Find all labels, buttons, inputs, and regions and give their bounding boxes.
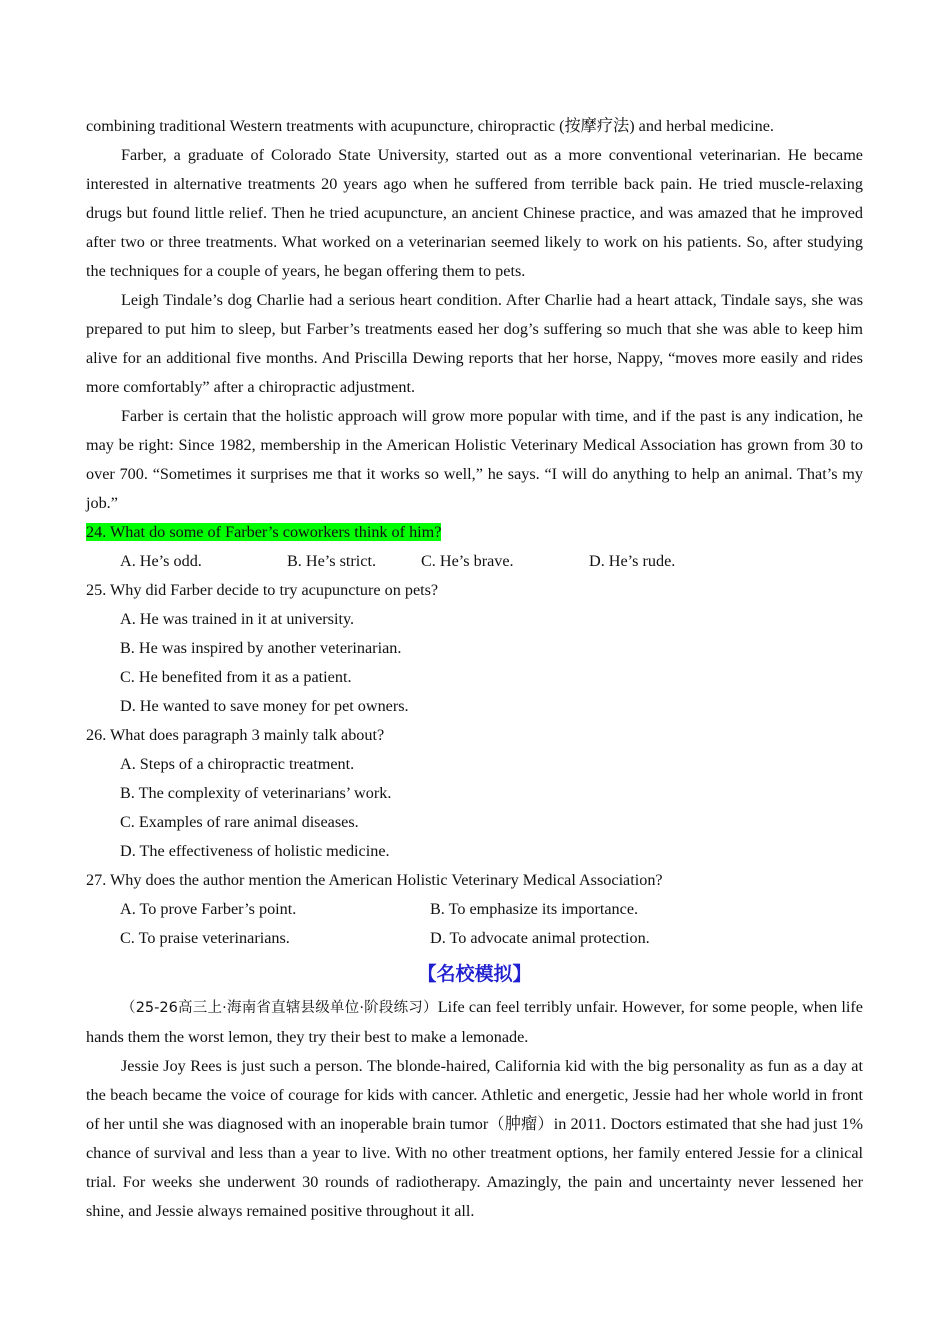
option-d: D. The effectiveness of holistic medicine.: [120, 842, 390, 860]
question-25-stem: 25. Why did Farber decide to try acupuncture on pets?: [86, 581, 439, 599]
passage-b-paragraph-1: [86, 993, 863, 1052]
passage-a-paragraph-3: Farber is certain that the holistic approach will grow more popular with time, and if the past is any indication, he may be right: Since 1982, membership in the American Holistic Veterinary Medical Association has grown from 30 to over 700. “Sometimes it surprises me that it works so well,” he says. “I will do anything to help an animal. That’s my job.”: [86, 407, 863, 512]
option-a: A. He’s odd.: [120, 552, 202, 570]
option-c: C. He benefited from it as a patient.: [120, 668, 352, 686]
question-27-options-row-2: [86, 924, 863, 953]
option-a: A. Steps of a chiropractic treatment.: [120, 755, 355, 773]
option-b: B. He was inspired by another veterinarian.: [120, 639, 402, 657]
option-c: C. He’s brave.: [421, 552, 514, 570]
document-page: [86, 112, 863, 1226]
question-27-stem: 27. Why does the author mention the American Holistic Veterinary Medical Association?: [86, 871, 663, 889]
option-d: D. To advocate animal protection.: [430, 929, 650, 947]
option-a: A. To prove Farber’s point.: [120, 900, 297, 918]
option-d: D. He’s rude.: [589, 552, 676, 570]
question-24-stem: [86, 518, 863, 547]
passage-b-paragraph-2: Jessie Joy Rees is just such a person. The blonde-haired, California kid with the big personality as fun as a day at the beach became the voice of courage for kids with cancer. Athletic and energetic, Jessie had her whole world in front of her until she was diagnosed with an inoperable brain tumor（肿瘤）in 2011. Doctors estimated that she had just 1% chance of survival and less than a year to live. With no other treatment options, her family entered Jessie for a clinical trial. For weeks she underwent 30 rounds of radiotherapy. Amazingly, the pain and uncertainty never lessened her shine, and Jessie always remained positive throughout it all.: [86, 1057, 863, 1220]
option-a: A. He was trained in it at university.: [120, 610, 355, 628]
passage-a-paragraph-1: Farber, a graduate of Colorado State University, started out as a more conventional veterinarian. He became interested in alternative treatments 20 years ago when he suffered from terrible back pain. He tried muscle-relaxing drugs but found little relief. Then he tried acupuncture, an ancient Chinese practice, and was amazed that he improved after two or three treatments. What worked on a veterinarian seemed likely to work on his patients. So, after studying the techniques for a couple of years, he began offering them to pets.: [86, 146, 863, 280]
question-24-options: [86, 547, 863, 576]
option-b: B. The complexity of veterinarians’ work.: [120, 784, 392, 802]
option-c: C. Examples of rare animal diseases.: [120, 813, 359, 831]
question-26-stem: 26. What does paragraph 3 mainly talk about?: [86, 726, 385, 744]
section-title: 【名校模拟】: [417, 963, 532, 985]
passage-b-paragraph-1-text: Life can feel terribly unfair. However, for some people, when life hands them the worst lemon, they try their best to make a lemonade.: [86, 998, 863, 1046]
option-b: B. He’s strict.: [287, 552, 377, 570]
option-c: C. To praise veterinarians.: [120, 929, 290, 947]
highlighted-text: 24. What do some of Farber’s coworkers think of him?: [86, 523, 442, 541]
passage-a-paragraph-0: combining traditional Western treatments with acupuncture, chiropractic (按摩疗法) and herbal medicine.: [86, 117, 774, 135]
source-note: （25-26高三上·海南省直辖县级单位·阶段练习）: [121, 1000, 438, 1016]
passage-a-paragraph-2: Leigh Tindale’s dog Charlie had a serious heart condition. After Charlie had a heart attack, Tindale says, she was prepared to put him to sleep, but Farber’s treatments eased her dog’s suffering so much that she was able to keep him alive for an additional five months. And Priscilla Dewing reports that her horse, Nappy, “moves more easily and rides more comfortably” after a chiropractic adjustment.: [86, 291, 863, 396]
question-27-options-row-1: [86, 895, 863, 924]
option-d: D. He wanted to save money for pet owners.: [120, 697, 409, 715]
option-b: B. To emphasize its importance.: [430, 900, 639, 918]
